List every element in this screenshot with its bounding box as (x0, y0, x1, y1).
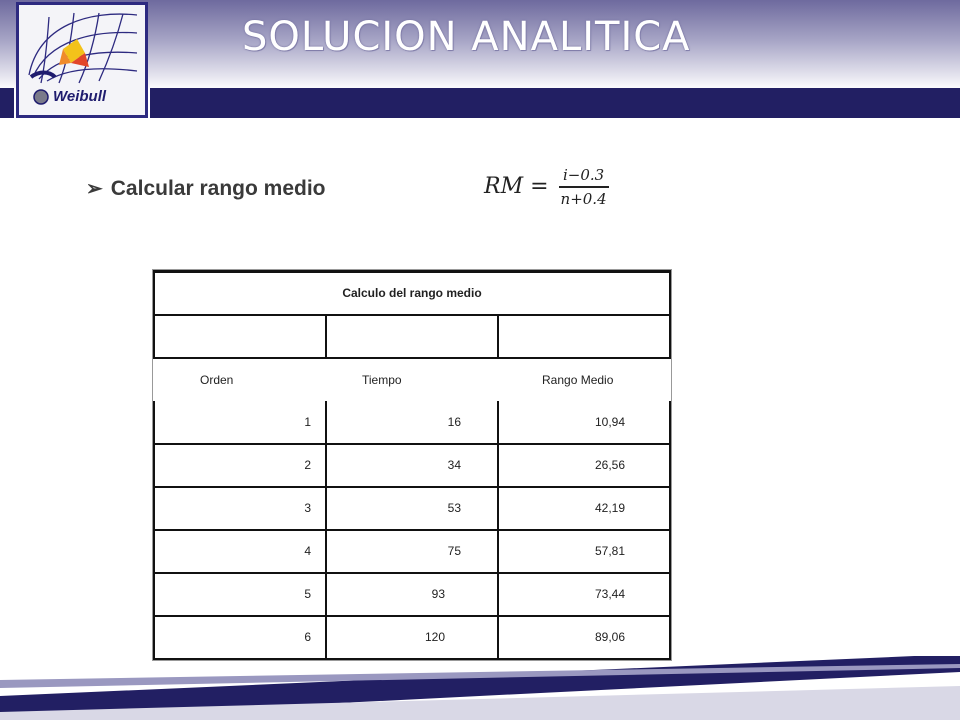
column-header-rango-medio: Rango Medio (542, 372, 614, 387)
column-header-tiempo: Tiempo (362, 372, 402, 387)
arrow-bullet-icon: ➢ (86, 178, 103, 200)
cell-rango-medio: 89,06 (498, 616, 670, 659)
weibull-logo (16, 2, 148, 118)
logo-text: Weibull (53, 88, 107, 105)
header-bar-left (0, 88, 14, 118)
cell-tiempo: 93 (326, 573, 498, 616)
formula-denominator: n+0.4 (560, 189, 607, 208)
table-header-row (154, 358, 670, 401)
cell-tiempo: 75 (326, 530, 498, 573)
formula-fraction (559, 166, 609, 208)
cell-tiempo: 120 (326, 616, 498, 659)
cell-orden: 3 (154, 487, 326, 530)
header-bar (150, 88, 960, 118)
cell-rango-medio: 73,44 (498, 573, 670, 616)
formula (484, 166, 609, 208)
bullet-text: Calcular rango medio (110, 176, 326, 200)
cell-orden: 4 (154, 530, 326, 573)
empty-cell (498, 315, 670, 358)
cell-rango-medio: 57,81 (498, 530, 670, 573)
formula-numerator: i−0.3 (562, 166, 605, 184)
cell-orden: 2 (154, 444, 326, 487)
empty-row (154, 315, 670, 358)
table-row (154, 616, 670, 659)
cell-rango-medio: 10,94 (498, 401, 670, 444)
table-row (154, 487, 670, 530)
page-title: SOLUCION ANALITICA (242, 14, 691, 60)
cell-orden: 1 (154, 401, 326, 444)
cell-orden: 5 (154, 573, 326, 616)
cell-tiempo: 16 (326, 401, 498, 444)
footer-swoosh (0, 656, 960, 720)
table-row (154, 401, 670, 444)
footer-band (0, 656, 960, 720)
data-table (153, 270, 671, 660)
empty-cell (154, 315, 326, 358)
cell-rango-medio: 42,19 (498, 487, 670, 530)
bullet-item (86, 176, 325, 201)
empty-cell (326, 315, 498, 358)
table-caption: Calculo del rango medio (154, 272, 670, 315)
table-row (154, 530, 670, 573)
cell-tiempo: 34 (326, 444, 498, 487)
cell-tiempo: 53 (326, 487, 498, 530)
table-row (154, 444, 670, 487)
formula-lhs: RM = (484, 174, 549, 200)
cell-orden: 6 (154, 616, 326, 659)
rango-medio-table (152, 269, 672, 661)
cell-rango-medio: 26,56 (498, 444, 670, 487)
table-row (154, 573, 670, 616)
column-header-orden: Orden (200, 372, 234, 387)
